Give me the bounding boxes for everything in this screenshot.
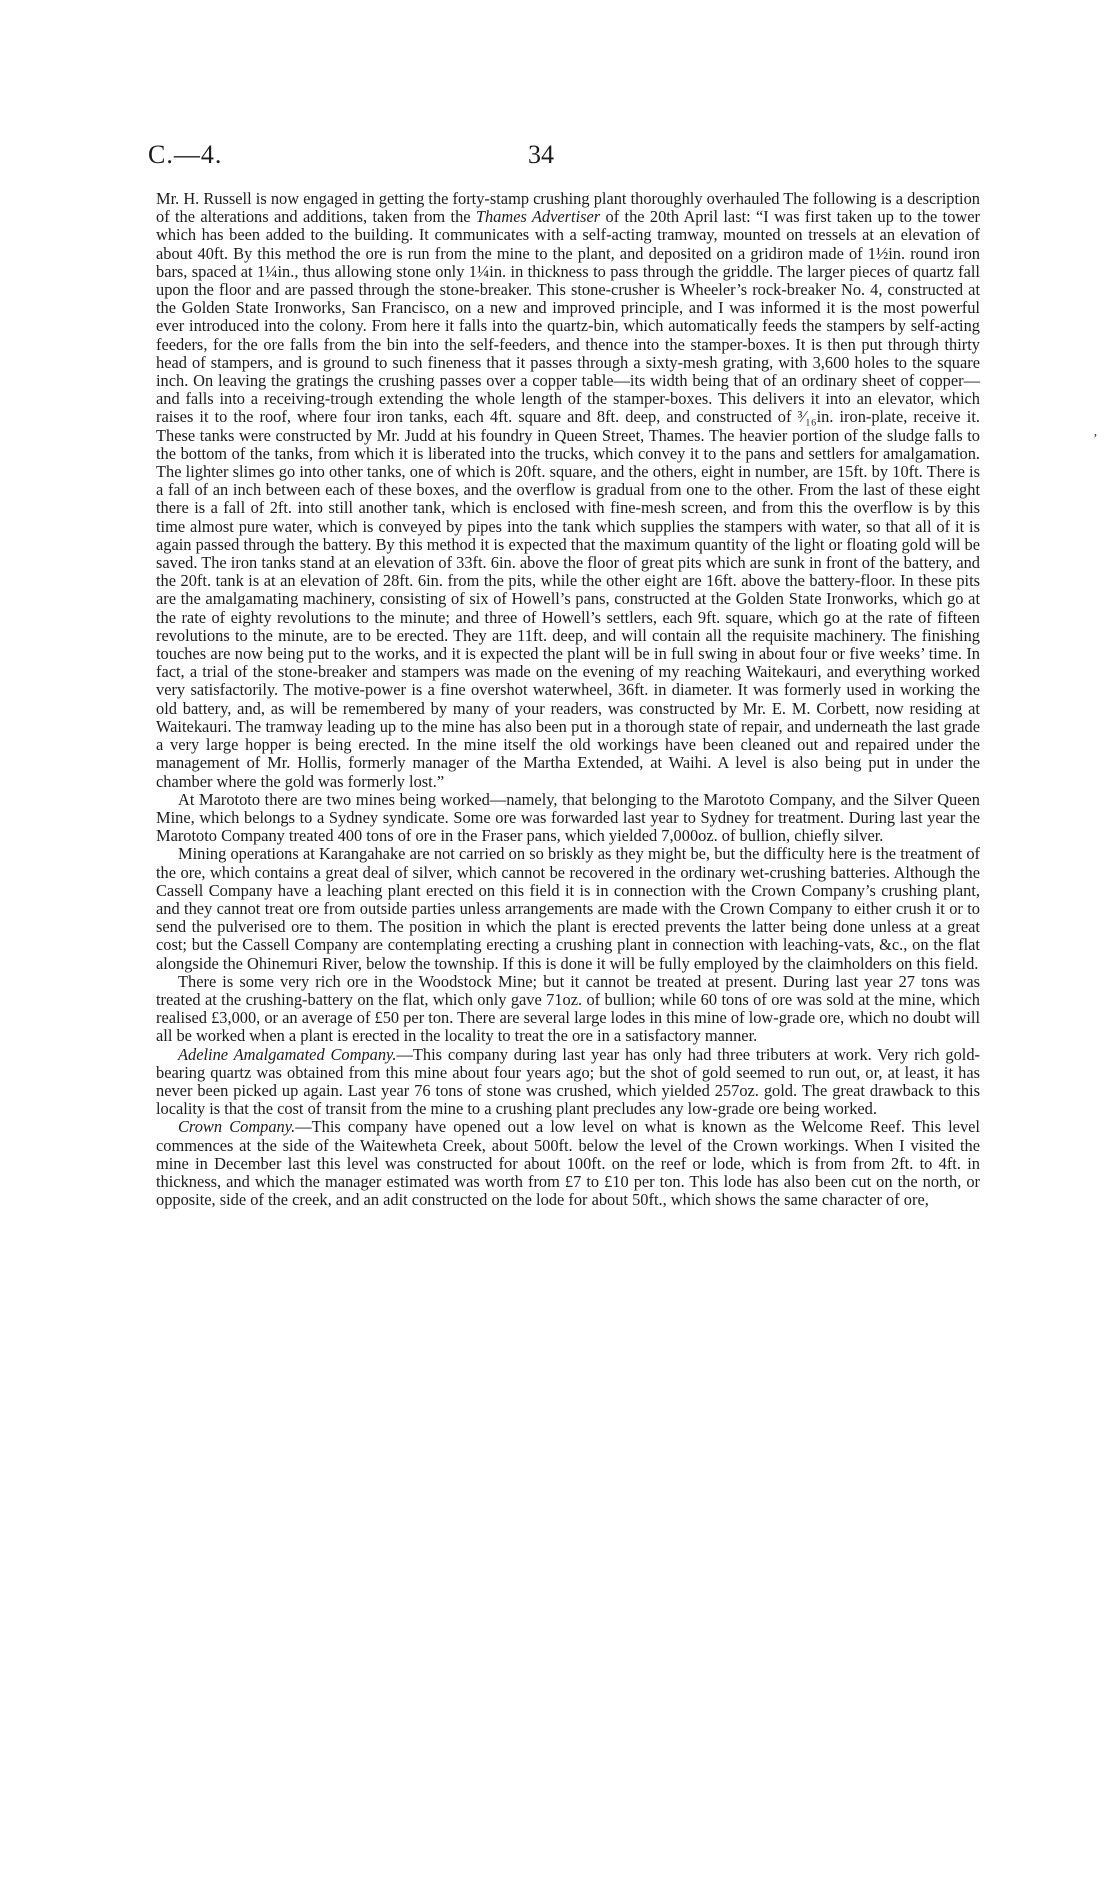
paragraph-text: —This company have opened out a low level on what is known as the Welcome Reef. This level commences at the side of the Waitewheta Creek, about 500ft. below the level of the Crown workings. When I visited the mine in December last this level was constructed for about 100ft. on the reef or lode, which is from from 2ft. to 4ft. in thickness, and which the manager estimated was worth from £7 to £10 per ton. This lode has also been cut on the north, or opposite, side of the creek, and an adit constructed on the lode for about 50ft., which shows the same character of ore, — [156, 1117, 980, 1210]
paragraph-text: of the 20th April last: “I was first taken up to the tower which has been added to the building. It communicates with a self-acting tramway, mounted on tressels at an elevation of about 40ft. By this method the ore is run from the mine to the plant, and deposited on a gridiron made of 1½in. round iron bars, spaced at 1¼in., thus allowing stone only 1¼in. in thickness to pass through the griddle. The larger pieces of quartz fall upon the floor and are passed through the stone-breaker. This stone-crusher is Wheeler’s rock-breaker No. 4, constructed at the Golden State Ironworks, San Francisco, on a new and improved principle, and I was informed it is the most powerful ever introduced into the colony. From here it falls into the quartz-bin, which automatically feeds the stampers by self-acting feeders, for the ore falls from the bin into the self-feeders, and thence into the stamper-boxes. It is then put through thirty head of stampers, and is ground to such fineness that it passes through a sixty-mesh grating, with 3,600 holes to the square inch. On leaving the gratings the crushing passes over a copper table—its width being that of an ordinary sheet of copper—and falls into a receiving-trough extending the whole length of the stamper-boxes. This delivers it into an elevator, which raises it to the roof, where four iron tanks, each 4ft. square and 8ft. deep, and constructed of ³⁄₁₆in. iron-plate, receive it. These tanks were constructed by Mr. Judd at his foundry in Queen Street, Thames. The heavier portion of the sludge falls to the bottom of the tanks, from which it is liberated into the trucks, which convey it to the pans and settlers for amalgamation. The lighter slimes go into other tanks, one of which is 20ft. square, and the others, eight in number, are 15ft. by 10ft. There is a fall of an inch between each of these boxes, and the overflow is gradual from one to the other. From the last of these eight there is a fall of 2ft. into still another tank, which is enclosed with fine-mesh screen, and from this the overflow is by this time almost pure water, which is conveyed by pipes into the tank which supplies the stampers with water, so that all of it is again passed through the battery. By this method it is expected that the maximum quantity of the light or floating gold will be saved. The iron tanks stand at an elevation of 33ft. 6in. above the floor of great pits which are sunk in front of the battery, and the 20ft. tank is at an elevation of 28ft. 6in. from the pits, while the other eight are 16ft. above the battery-floor. In these pits are the amalgamating machinery, consisting of six of Howell’s pans, constructed at the Golden State Ironworks, which go at the rate of eighty revolutions to the minute; and three of Howell’s settlers, each 9ft. square, which go at the rate of fifteen revolutions to the minute, are to be erected. They are 11ft. deep, and will contain all the requisite machinery. The finishing touches are now being put to the works, and it is expected the plant will be in full swing in about four or five weeks’ time. In fact, a trial of the stone-breaker and stampers was made on the evening of my reaching Waitekauri, and everything worked very satisfactorily. The motive-power is a fine overshot waterwheel, 36ft. in diameter. It was formerly used in working the old battery, and, as will be remembered by many of your readers, was constructed by Mr. E. M. Corbett, now residing at Waitekauri. The tramway leading up to the mine has also been put in a thorough state of repair, and underneath the last grade a very large hopper is being erected. In the mine itself the old workings have been cleaned out and repaired under the management of Mr. Hollis, formerly manager of the Martha Extended, at Waihi. A level is also being put in under the chamber where the gold was formerly lost.” — [156, 207, 980, 791]
paragraph-text: Mining operations at Karangahake are not carried on so briskly as they might be, but the difficulty here is the treatment of the ore, which contains a great deal of silver, which cannot be recovered in the ordinary wet-crushing batteries. Although the Cassell Company have a leaching plant erected on this field it is in connection with the Crown Company’s crushing plant, and they cannot treat ore from outside parties unless arrangements are made with the Crown Company to either crush it or to send the pulverised ore to them. The position in which the plant is erected prevents the latter being done unless at a great cost; but the Cassell Company are contemplating erecting a crushing plant in connection with leaching-vats, &c., on the flat alongside the Ohinemuri River, below the township. If this is done it will be fully employed by the claimholders on this field. — [156, 844, 980, 973]
italic-title-text: Adeline Amalgamated Company. — [178, 1044, 397, 1064]
italic-title-text: Crown Company. — [178, 1117, 296, 1137]
page-header — [148, 140, 988, 174]
paragraph-woodstock-mine — [156, 973, 980, 1046]
paragraph-text: —This company during last year has only had three tributers at work. Very rich gold-bearing quartz was obtained from this mine about four years ago; but the shot of gold seemed to run out, or, at least, it has never been picked up again. Last year 76 tons of stone was crushed, which yielded 257oz. gold. The great drawback to this locality is that the cost of transit from the mine to a crushing plant precludes any low-grade ore being worked. — [156, 1044, 980, 1119]
paragraph-crown-company — [156, 1118, 980, 1209]
margin-mark: ʼ — [1093, 432, 1098, 447]
paragraph-text: At Marototo there are two mines being worked—namely, that belonging to the Marototo Company, and the Silver Queen Mine, which belongs to a Sydney syndicate. Some ore was forwarded last year to Sydney for treatment. During last year the Marototo Company treated 400 tons of ore in the Fraser pans, which yielded 7,000oz. of bullion, chiefly silver. — [156, 789, 980, 846]
document-reference: C.—4. — [148, 140, 223, 169]
paragraph-thames-advertiser-extract — [156, 190, 980, 791]
page-number: 34 — [528, 140, 554, 169]
paragraph-marototo — [156, 791, 980, 846]
paragraph-text: There is some very rich ore in the Woodstock Mine; but it cannot be treated at present. During last year 27 tons was treated at the crushing-battery on the flat, which only gave 71oz. of bullion; while 60 tons of ore was sold at the mine, which realised £3,000, or an average of £50 per ton. There are several large lodes in this mine of low-grade ore, which no doubt will all be worked when a plant is erected in the locality to treat the ore in a satisfactory manner. — [156, 971, 980, 1046]
paragraph-text: Mr. H. Russell is now engaged in getting the forty-stamp crushing plant thoroughly overhauled The following is a description of the alterations and additions, taken from the — [156, 189, 980, 227]
body-text — [156, 190, 980, 1209]
paragraph-karangahake — [156, 845, 980, 972]
italic-title-text: Thames Advertiser — [475, 207, 601, 227]
paragraph-adeline-company — [156, 1046, 980, 1119]
